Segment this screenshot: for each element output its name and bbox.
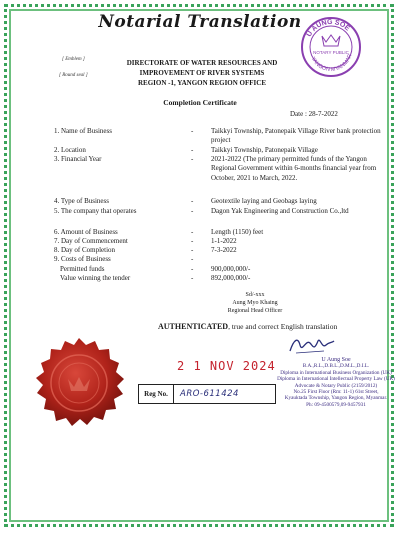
date-stamp: 2 1 NOV 2024 (177, 359, 276, 373)
detail-value: 2021-2022 (The primary permitted funds of the Yangon Regional Government within 6-months financial year from October, 2021 to March, 2022. (211, 155, 377, 182)
authenticated-word: AUTHENTICATED (158, 322, 229, 331)
detail-label: 4. Type of Business (54, 197, 109, 205)
detail-value: 1-1-2022 (211, 237, 237, 245)
notary-diploma-2: Diploma in International Intellectual Property Law (UK) (277, 376, 395, 383)
detail-label: Value winning the tender (60, 274, 131, 282)
detail-value: Taikkyi Township, Patonepaik Village (211, 146, 318, 154)
detail-value: Dagon Yak Engineering and Construction Co.,ltd (211, 207, 349, 215)
detail-value: Geotextile laying and Geobags laying (211, 197, 317, 205)
detail-label: 7. Day of Commencement (54, 237, 128, 245)
signatory-title: Regional Head Officer (227, 308, 283, 314)
registration-box (138, 384, 276, 404)
notary-address-2: Kyauktada Township, Yangon Region, Myanmar. (284, 395, 388, 402)
certificate-date: Date : 28-7-2022 (290, 110, 338, 118)
certificate-title: Completion Certificate (163, 98, 237, 107)
reg-no-label: Reg No. (139, 385, 174, 403)
detail-value: Taikkyi Township, Patonepaik Village River bank protection project (211, 127, 381, 145)
detail-dash: - (191, 246, 194, 254)
detail-label: 5. The company that operates (54, 207, 137, 215)
directorate-line-1: DIRECTORATE OF WATER RESOURCES AND (126, 59, 278, 67)
detail-label: 8. Day of Completion (54, 246, 116, 254)
signatory-sd: Sd/-xxx (245, 292, 265, 298)
detail-label: 6. Amount of Business (54, 228, 118, 236)
notary-seal-icon (300, 16, 362, 78)
detail-value: Length (1150) feet (211, 228, 264, 236)
notary-stamp (276, 357, 396, 408)
detail-label: 2. Location (54, 146, 86, 154)
detail-label: 9. Costs of Business (54, 255, 111, 263)
detail-label: 1. Name of Business (54, 127, 112, 135)
detail-value: 892,000,000/- (211, 274, 251, 282)
detail-dash: - (191, 255, 194, 263)
detail-dash: - (191, 228, 194, 236)
notary-license: Advocate & Notary Public (2159/2012) (294, 382, 378, 389)
document-header-title: Notarial Translation (98, 12, 302, 32)
notary-qualifications: B.A.,R.L.,D.B.L.,D.M.L.,D.I.L. (302, 363, 370, 370)
detail-label: Permitted funds (60, 265, 105, 273)
detail-value: 900,000,000/- (211, 265, 251, 273)
directorate-line-3: REGION -1, YANGON REGION OFFICE (137, 79, 267, 87)
detail-dash: - (191, 237, 194, 245)
detail-dash: - (191, 207, 194, 215)
signature-icon (286, 333, 336, 357)
directorate-heading (92, 58, 312, 88)
authenticated-rest: , true and correct English translation (228, 322, 338, 331)
detail-dash: - (191, 155, 194, 163)
signatory-block (200, 291, 310, 315)
round-seal-label: [ Round seal ] (59, 73, 88, 78)
seal-bottom-text: YANGON MYANMAR (309, 53, 354, 74)
reg-no-value: ARO-611424 (180, 389, 239, 399)
notary-diploma-1: Diploma in International Business Organization (UK) (280, 369, 392, 376)
notary-address-1: No.25 First Floor (Rm: 11-1) 61st Street, (293, 389, 379, 396)
notary-name: U Aung Soe (321, 357, 351, 363)
detail-dash: - (191, 274, 194, 282)
authentication-statement (158, 322, 337, 331)
seal-center-text: NOTARY PUBLIC (313, 50, 349, 55)
seal-ring-text: U AUNG SOE (305, 18, 351, 39)
wax-seal-icon (30, 335, 128, 433)
detail-dash: - (191, 197, 194, 205)
emblem-label: [ Emblem ] (62, 57, 85, 62)
notary-phone: Ph: 09-4500579,09-9457931 (306, 401, 366, 408)
detail-value: 7-3-2022 (211, 246, 237, 254)
detail-label: 3. Financial Year (54, 155, 102, 163)
detail-dash: - (191, 146, 194, 154)
detail-dash: - (191, 265, 194, 273)
signatory-name: Aung Myo Khaing (232, 300, 278, 306)
directorate-line-2: IMPROVEMENT OF RIVER SYSTEMS (139, 69, 265, 77)
detail-dash: - (191, 127, 194, 135)
